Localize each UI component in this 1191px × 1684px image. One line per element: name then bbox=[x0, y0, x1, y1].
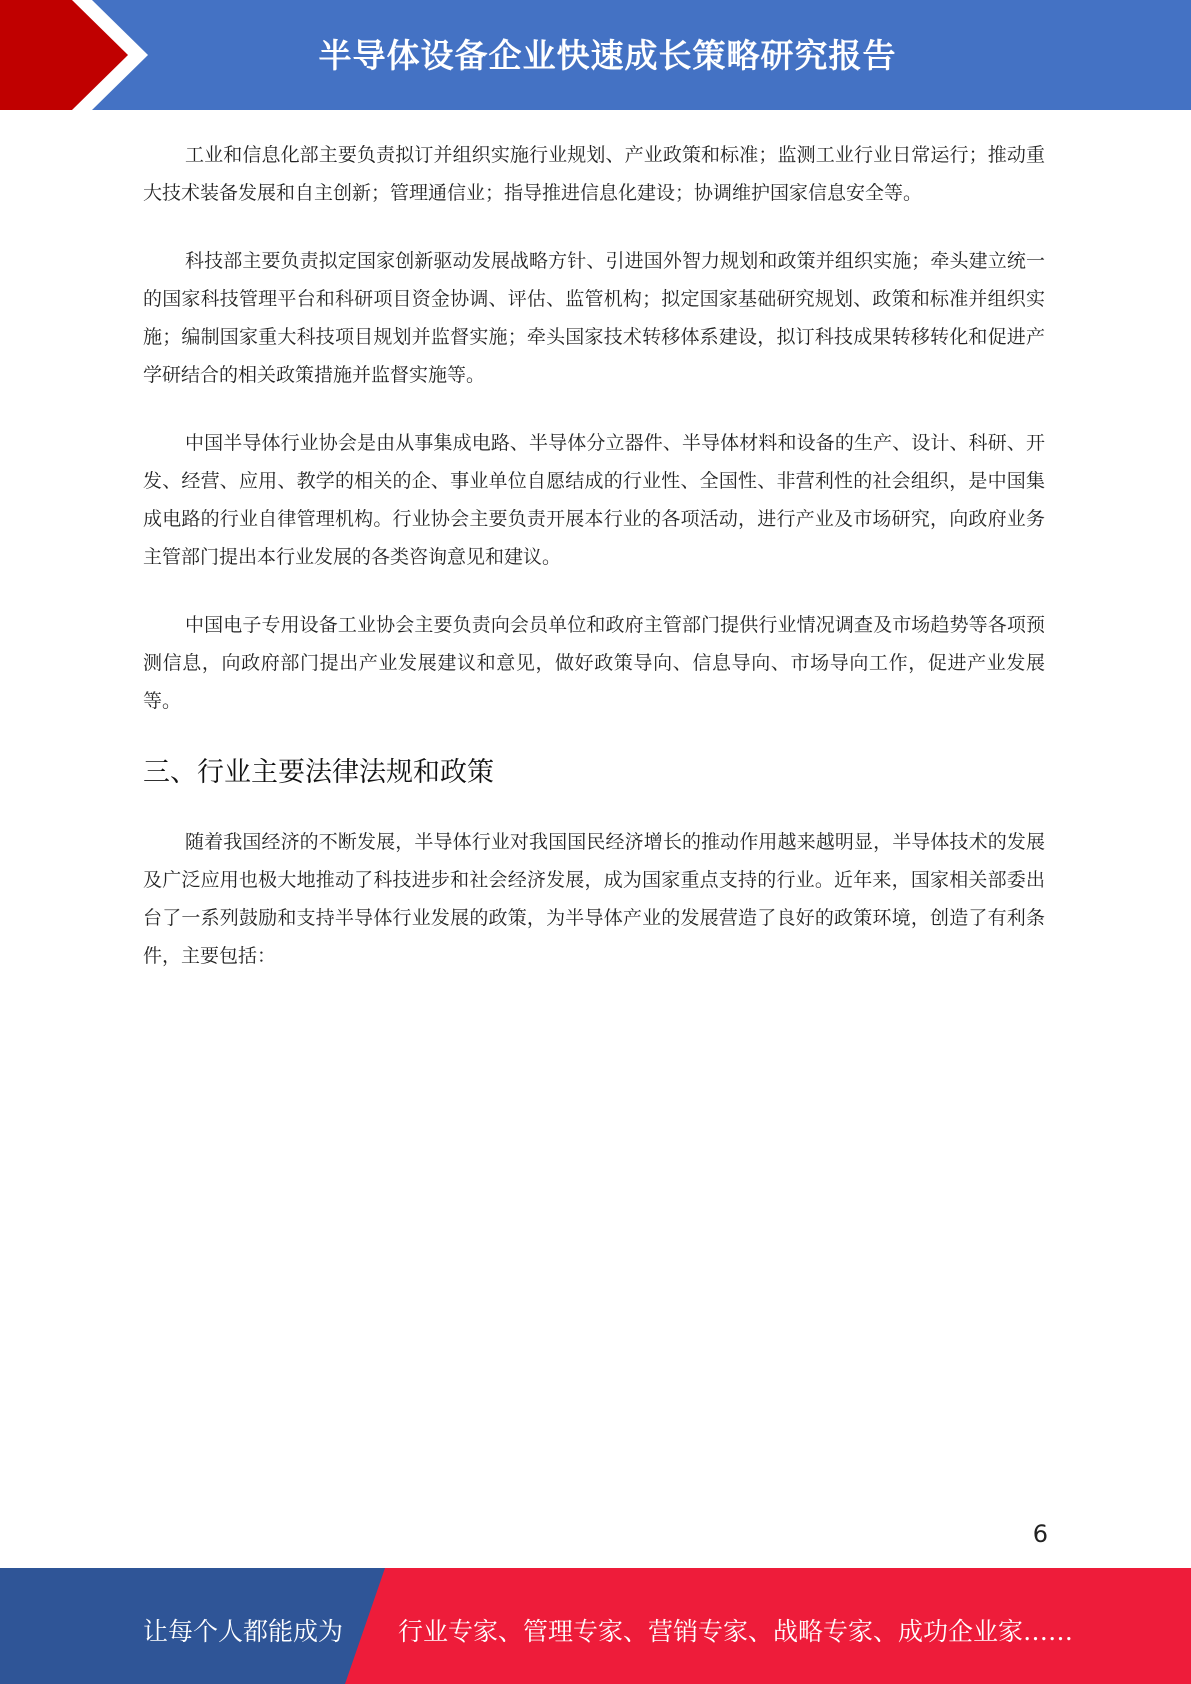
section-heading: 三、行业主要法律法规和政策 bbox=[143, 757, 494, 788]
page-number: 6 bbox=[1032, 1520, 1048, 1548]
footer-slogan-left: 让每个人都能成为 bbox=[143, 1617, 344, 1646]
page-footer bbox=[0, 1568, 1191, 1684]
report-title: 半导体设备企业快速成长策略研究报告 bbox=[318, 36, 897, 75]
paragraph-miit: 工业和信息化部主要负责拟订并组织实施行业规划、产业政策和标准；监测工业行业日常运行；推动重大技术装备发展和自主创新；管理通信业；指导推进信息化建设；协调维护国家信息安全等。 bbox=[143, 144, 1045, 204]
paragraph-csia: 中国半导体行业协会是由从事集成电路、半导体分立器件、半导体材料和设备的生产、设计、科研、开发、经营、应用、教学的相关的企、事业单位自愿结成的行业性、全国性、非营利性的社会组织，是中国集成电路的行业自律管理机构。行业协会主要负责开展本行业的各项活动，进行产业及市场研究，向政府业务主管部门提出本行业发展的各类咨询意见和建议。 bbox=[143, 432, 1045, 568]
paragraph-most: 科技部主要负责拟定国家创新驱动发展战略方针、引进国外智力规划和政策并组织实施；牵头建立统一的国家科技管理平台和科研项目资金协调、评估、监管机构；拟定国家基础研究规划、政策和标准并组织实施；编制国家重大科技项目规划并监督实施；牵头国家技术转移体系建设，拟订科技成果转移转化和促进产学研结合的相关政策措施并监督实施等。 bbox=[143, 250, 1045, 386]
document-body bbox=[143, 136, 1045, 1005]
page-header bbox=[0, 0, 1191, 110]
footer-slogan-right: 行业专家、管理专家、营销专家、战略专家、成功企业家…… bbox=[398, 1617, 1074, 1646]
paragraph-cepea: 中国电子专用设备工业协会主要负责向会员单位和政府主管部门提供行业情况调查及市场趋势等各项预测信息，向政府部门提出产业发展建议和意见，做好政策导向、信息导向、市场导向工作，促进产业发展等。 bbox=[143, 614, 1045, 712]
paragraph-policy-intro: 随着我国经济的不断发展，半导体行业对我国国民经济增长的推动作用越来越明显，半导体技术的发展及广泛应用也极大地推动了科技进步和社会经济发展，成为国家重点支持的行业。近年来，国家相关部委出台了一系列鼓励和支持半导体行业发展的政策，为半导体产业的发展营造了良好的政策环境，创造了有利条件，主要包括： bbox=[143, 831, 1045, 967]
